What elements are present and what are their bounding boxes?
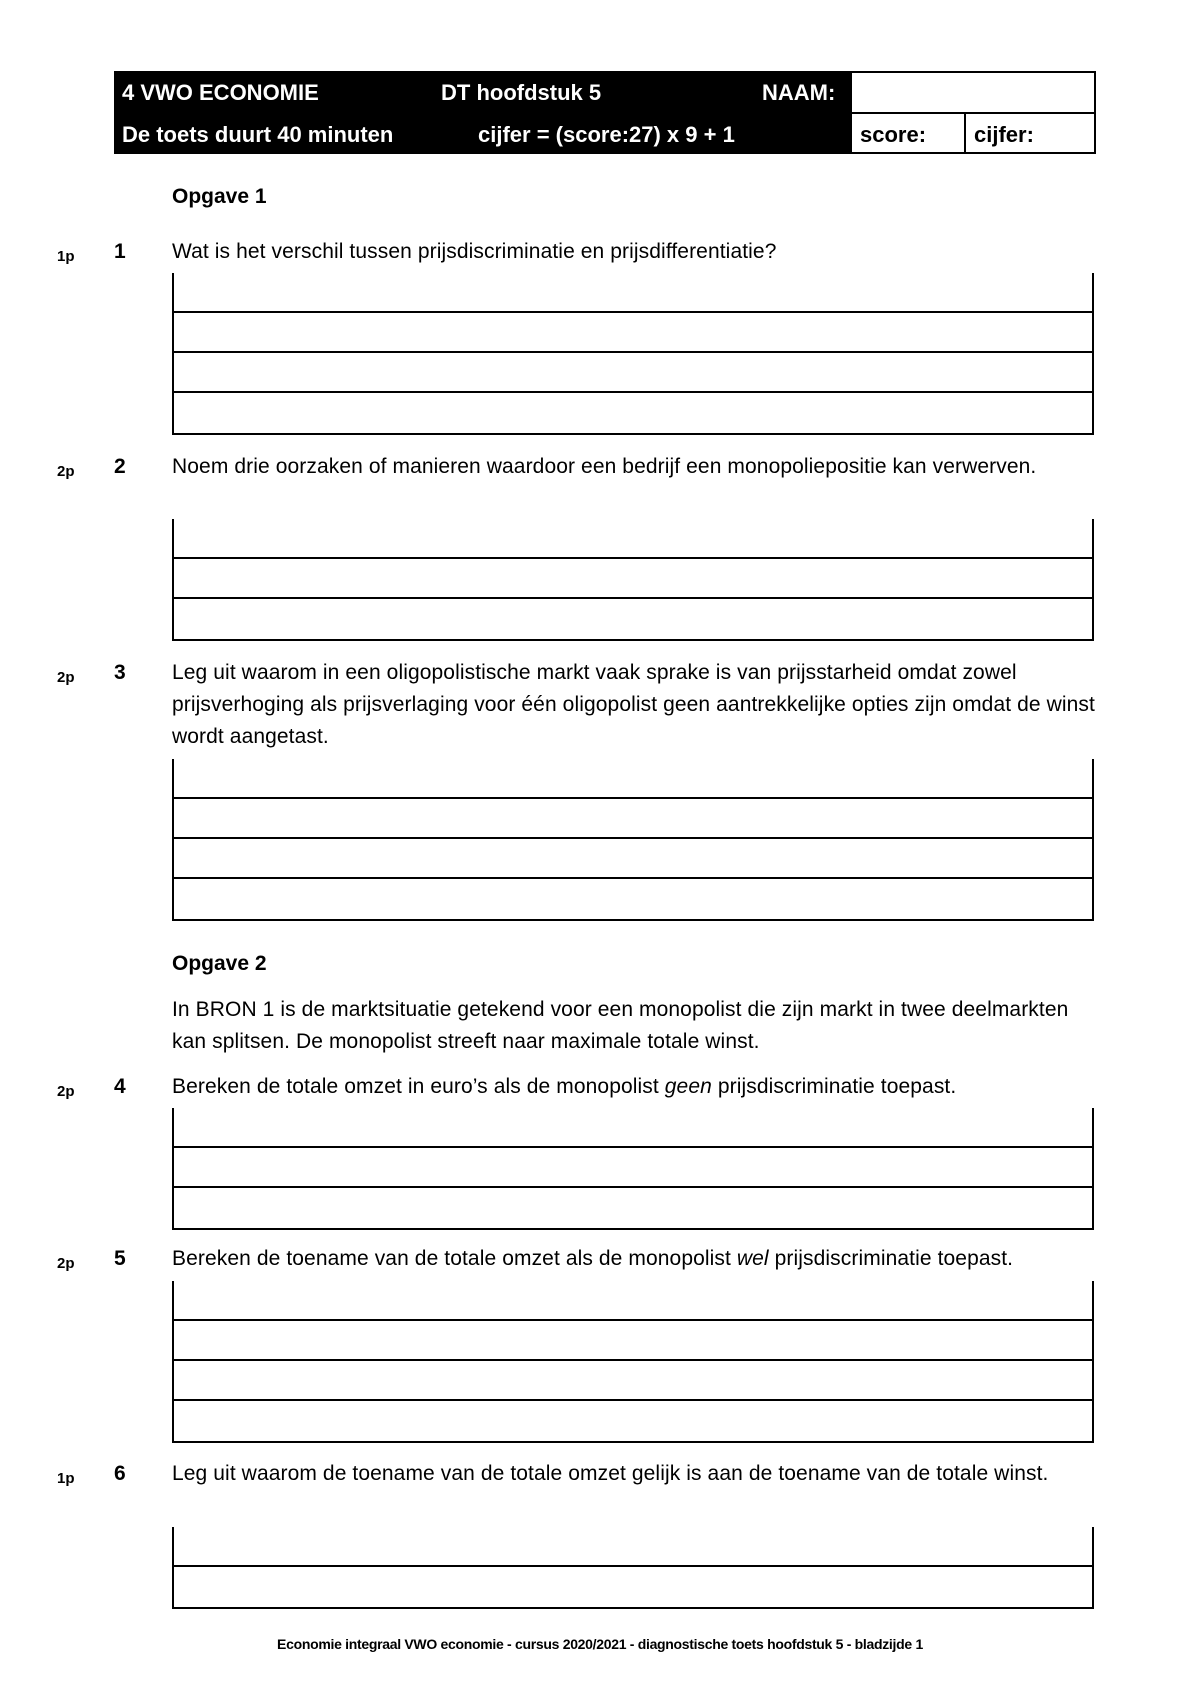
answer-box[interactable] <box>172 1281 1094 1443</box>
name-label: NAAM: <box>762 80 836 105</box>
question-number: 6 <box>114 1462 126 1485</box>
question-text: Leg uit waarom de toename van de totale omzet gelijk is aan de toename van de totale winst. <box>172 1462 1049 1485</box>
test-header <box>114 71 1096 154</box>
section-title: Opgave 1 <box>172 185 267 208</box>
page-footer: Economie integraal VWO economie - cursus 2020/2021 - diagnostische toets hoofdstuk 5 - bladzijde 1 <box>277 1636 923 1652</box>
question-points: 1p <box>57 1470 75 1487</box>
answer-box[interactable] <box>172 1108 1094 1230</box>
question-text: Noem drie oorzaken of manieren waardoor een bedrijf een monopoliepositie kan verwerven. <box>172 455 1037 478</box>
header-info-block <box>114 71 850 154</box>
question-text-part: prijsdiscriminatie toepast. <box>768 1247 1014 1270</box>
question-number: 3 <box>114 661 126 684</box>
question-text <box>172 1071 1102 1103</box>
question-text <box>172 1243 1172 1275</box>
question-points: 1p <box>57 248 75 265</box>
question-text: Wat is het verschil tussen prijsdiscriminatie en prijsdifferentiatie? <box>172 240 777 263</box>
section-title: Opgave 2 <box>172 952 267 975</box>
answer-box[interactable] <box>172 1527 1094 1609</box>
question-text-emphasis: geen <box>664 1075 712 1098</box>
duration-label: De toets duurt 40 minuten <box>122 122 394 147</box>
question-number: 4 <box>114 1075 126 1098</box>
question-text-part: prijsdiscriminatie toepast. <box>711 1075 957 1098</box>
question-text-emphasis: wel <box>736 1247 769 1270</box>
score-field[interactable] <box>850 112 966 154</box>
course-label: 4 VWO ECONOMIE <box>122 80 319 105</box>
section-intro: In BRON 1 is de marktsituatie getekend voor een monopolist die zijn markt in twee deelmarkten kan splitsen. De monopolist streeft naar maximale totale winst. <box>172 998 1069 1053</box>
answer-box[interactable] <box>172 519 1094 641</box>
grade-formula: cijfer = (score:27) x 9 + 1 <box>478 122 735 147</box>
question-text-part: Bereken de totale omzet in euro’s als de monopolist <box>172 1075 665 1098</box>
grade-label: cijfer: <box>974 122 1034 147</box>
question-text-part: Bereken de toename van de totale omzet als de monopolist <box>172 1247 737 1270</box>
question-points: 2p <box>57 463 75 480</box>
question-text: Leg uit waarom in een oligopolistische markt vaak sprake is van prijsstarheid omdat zowel prijsverhoging als prijsverlaging voor één oligopolist geen aantrekkelijke opties zijn omdat de winst wordt aangetast. <box>172 661 1095 748</box>
answer-box[interactable] <box>172 759 1094 921</box>
test-title: DT hoofdstuk 5 <box>441 80 602 105</box>
grade-field[interactable] <box>964 112 1096 154</box>
question-points: 2p <box>57 1083 75 1100</box>
question-points: 2p <box>57 1255 75 1272</box>
question-number: 2 <box>114 455 126 478</box>
question-number: 1 <box>114 240 126 263</box>
question-points: 2p <box>57 669 75 686</box>
score-label: score: <box>860 122 927 147</box>
question-number: 5 <box>114 1247 126 1270</box>
name-field[interactable] <box>850 71 1096 114</box>
answer-box[interactable] <box>172 273 1094 435</box>
